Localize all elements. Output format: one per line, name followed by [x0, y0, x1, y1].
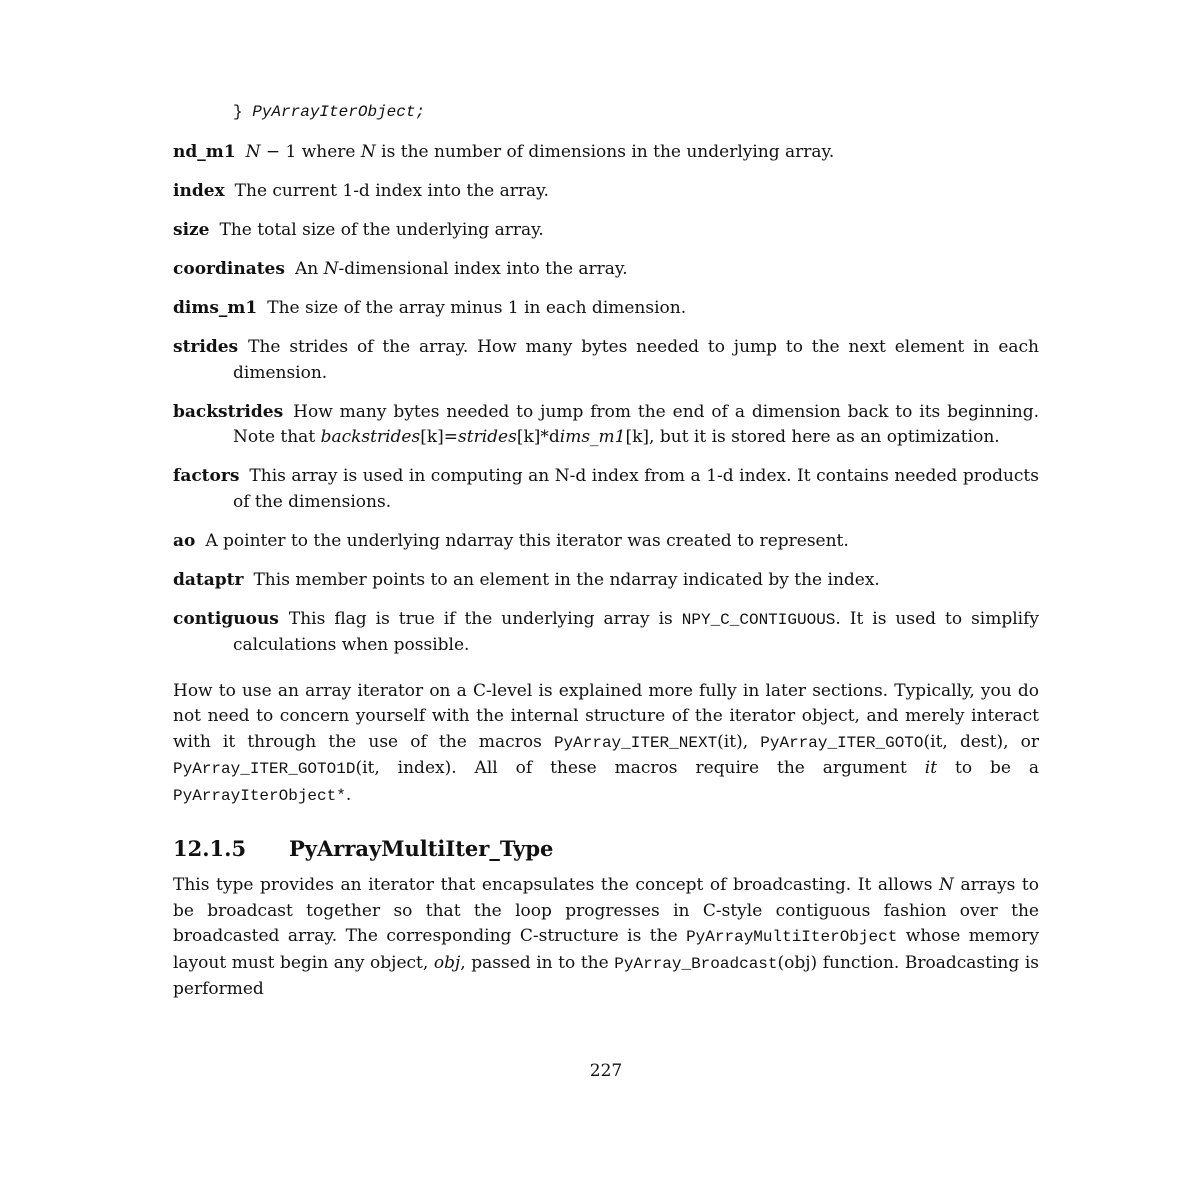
- text-span: An: [294, 259, 324, 279]
- emphasis-span: backstrides: [320, 427, 421, 447]
- definition-size: [173, 218, 1039, 244]
- closing-brace: }: [233, 103, 243, 121]
- page-number: 227: [589, 1061, 623, 1081]
- emphasis-span: N: [939, 875, 954, 895]
- text-span: This member points to an element in the ndarray indicated by the index.: [253, 569, 880, 590]
- definition-term: strides: [173, 337, 239, 357]
- text-span: The size of the array minus 1 in each dimension.: [267, 298, 687, 318]
- iterator-usage-paragraph: [173, 679, 1039, 810]
- code-span: PyArray_ITER_GOTO: [760, 733, 924, 752]
- struct-name: PyArrayIterObject;: [252, 103, 426, 121]
- text-span: [k]=: [420, 427, 459, 447]
- definition-term: ao: [173, 530, 196, 551]
- text-span: [k], but it is stored here as an optimization.: [625, 427, 1000, 447]
- emphasis-span: it: [924, 758, 938, 778]
- text-span: (obj) function. Broadcasting is performed: [173, 952, 1039, 999]
- definition-term: coordinates: [173, 259, 285, 279]
- text-span: whose memory layout must begin any object,: [173, 926, 1039, 973]
- emphasis-span: N: [245, 142, 261, 162]
- text-span: (it),: [717, 731, 761, 752]
- text-span: [k]*d: [516, 427, 560, 447]
- section-heading: [173, 835, 1039, 863]
- definition-term: size: [173, 220, 210, 240]
- emphasis-span: ims_m1: [559, 427, 626, 447]
- text-span: to be a: [937, 758, 1040, 778]
- text-span: This array is used in computing an N-d index from a 1-d index. It contains needed products of the dimensions.: [233, 466, 1039, 512]
- definition-contiguous: [173, 607, 1039, 659]
- definition-term: dataptr: [173, 569, 244, 590]
- text-span: This type provides an iterator that encapsulates the concept of broadcasting. It allows: [173, 875, 940, 895]
- text-span: (it, index). All of these macros require the argument: [355, 758, 925, 778]
- definition-dataptr: [173, 568, 1039, 594]
- definition-term: contiguous: [173, 608, 279, 629]
- text-span: The strides of the array. How many bytes needed to jump to the next element in each dimension.: [233, 337, 1039, 383]
- section-number: 12.1.5: [173, 836, 247, 861]
- emphasis-span: N: [360, 142, 376, 162]
- emphasis-span: strides: [458, 427, 517, 447]
- definition-ao: [173, 529, 1039, 555]
- text-span: The current 1-d index into the array.: [234, 181, 549, 201]
- text-span: .: [345, 784, 352, 805]
- code-span: PyArray_ITER_NEXT: [553, 733, 718, 752]
- definition-coordinates: [173, 257, 1039, 283]
- code-span: PyArrayMultiIterObject: [686, 928, 898, 946]
- definition-strides: [173, 335, 1039, 386]
- emphasis-span: N: [323, 259, 339, 279]
- text-span: How to use an array iterator on a C-level is explained more fully in later sections. Typically, you do not need to concern yourself with the internal structure of the iterator object, and merely interact with it through the use of the macros: [173, 680, 1039, 752]
- definition-term: backstrides: [173, 401, 284, 422]
- text-span: This flag is true if the underlying array is: [288, 608, 682, 629]
- text-span: The total size of the underlying array.: [219, 220, 544, 240]
- text-span: , passed in to the: [460, 952, 615, 973]
- text-span: (it, dest), or: [923, 731, 1039, 752]
- definition-backstrides: [173, 400, 1039, 451]
- definition-term: nd_m1: [173, 142, 236, 162]
- definition-index: [173, 179, 1039, 205]
- code-span: NPY_C_CONTIGUOUS: [681, 610, 836, 629]
- text-span: How many bytes needed to jump from the end of a dimension back to its beginning. Note that: [233, 401, 1039, 447]
- text-span: arrays to be broadcast together so that the loop progresses in C-style contiguous fashion over the broadcasted array. The corresponding C-structure is the: [173, 875, 1039, 946]
- document-page: [173, 100, 1039, 1003]
- definition-factors: [173, 464, 1039, 515]
- text-span: is the number of dimensions in the underlying array.: [375, 142, 835, 162]
- text-span: . It is used to simplify calculations when possible.: [233, 608, 1040, 655]
- code-span: PyArrayIterObject*: [173, 786, 346, 805]
- emphasis-span: obj: [433, 952, 461, 973]
- section-title: PyArrayMultiIter_Type: [289, 836, 554, 861]
- text-span: -dimensional index into the array.: [338, 259, 628, 279]
- text-span: A pointer to the underlying ndarray this iterator was created to represent.: [205, 530, 849, 551]
- multiiter-intro-paragraph: [173, 873, 1039, 1003]
- definition-term: index: [173, 181, 225, 201]
- definition-dims-m1: [173, 296, 1039, 322]
- code-span: PyArray_ITER_GOTO1D: [173, 760, 356, 778]
- code-span: PyArray_Broadcast: [614, 954, 778, 973]
- definition-term: factors: [173, 466, 240, 486]
- definition-nd-m1: [173, 140, 1039, 166]
- text-span: − 1 where: [260, 142, 361, 162]
- definition-term: dims_m1: [173, 298, 258, 318]
- struct-closing-line: [173, 100, 1039, 126]
- member-definition-list: [173, 140, 1039, 659]
